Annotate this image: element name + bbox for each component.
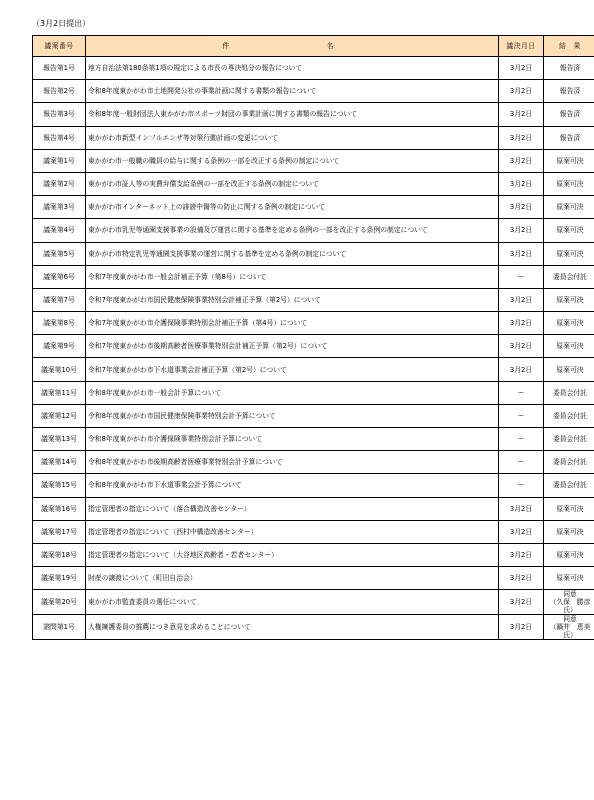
row-number-cell: 議案第4号 — [33, 219, 86, 242]
row-result-text: 委員会付託 — [553, 435, 587, 444]
row-result-cell — [544, 497, 594, 520]
row-result-text: 原案可決 — [556, 203, 584, 212]
row-date-cell: ー — [499, 474, 544, 497]
row-result-cell — [544, 196, 594, 219]
row-subject-cell: 東かがわ市乳児等通園支援事業の設備及び運営に関する基準を定める条例の一部を改正する条例の制定について — [86, 219, 499, 242]
table-row — [33, 497, 594, 520]
row-subject-cell: 東かがわ市証人等の実費弁償支給条例の一部を改正する条例の制定について — [86, 172, 499, 195]
table-row — [33, 615, 594, 640]
row-date-cell: 3月2日 — [499, 590, 544, 615]
row-date-cell: 3月2日 — [499, 103, 544, 126]
row-result-text: 原案可決 — [556, 504, 584, 513]
row-subject-cell: 東かがわ市特定乳児等通園支援事業の運営に関する基準を定める条例の制定について — [86, 242, 499, 265]
row-result-text: 報告済 — [559, 110, 581, 119]
table-row — [33, 196, 594, 219]
row-result-cell — [544, 381, 594, 404]
row-result-cell — [544, 57, 594, 80]
row-number-cell: 報告第2号 — [33, 80, 86, 103]
table-row — [33, 57, 594, 80]
row-subject-cell: 指定管理者の指定について（落合構造改善センター） — [86, 497, 499, 520]
table-row — [33, 149, 594, 172]
row-date-cell: 3月2日 — [499, 567, 544, 590]
row-result-cell — [544, 288, 594, 311]
row-result-cell — [544, 126, 594, 149]
table-row — [33, 474, 594, 497]
row-result-cell — [544, 404, 594, 427]
table-row — [33, 358, 594, 381]
row-date-cell: ー — [499, 451, 544, 474]
row-date-cell: ー — [499, 381, 544, 404]
row-date-cell: 3月2日 — [499, 543, 544, 566]
row-number-cell: 議案第20号 — [33, 590, 86, 615]
row-result-text: 報告済 — [559, 87, 581, 96]
row-date-cell: ー — [499, 428, 544, 451]
row-result-text: 原案可決 — [556, 295, 584, 304]
header-number: 議案番号 — [33, 36, 86, 57]
row-subject-cell: 令和8年度東かがわ市土地開発公社の事業計画に関する書類の報告について — [86, 80, 499, 103]
row-result-text: 委員会付託 — [553, 411, 587, 420]
row-result-note: （鍋井 恵美氏） — [549, 623, 591, 640]
table-row — [33, 288, 594, 311]
row-subject-cell: 令和7年度東かがわ市介護保険事業特別会計補正予算（第4号）について — [86, 312, 499, 335]
row-result-text: 原案可決 — [556, 551, 584, 560]
row-number-cell: 議案第9号 — [33, 335, 86, 358]
row-date-cell: 3月2日 — [499, 80, 544, 103]
row-result-cell — [544, 358, 594, 381]
table-row — [33, 265, 594, 288]
row-date-cell: 3月2日 — [499, 312, 544, 335]
table-row — [33, 520, 594, 543]
row-result-text: 委員会付託 — [553, 388, 587, 397]
table-row — [33, 590, 594, 615]
table-header-row — [33, 36, 594, 57]
header-subject: 件 名 — [86, 36, 499, 57]
row-subject-cell: 人権擁護委員の推薦につき意見を求めることについて — [86, 615, 499, 640]
row-result-text: 委員会付託 — [553, 458, 587, 467]
row-result-text: 報告済 — [559, 64, 581, 73]
row-result-text: 原案可決 — [556, 342, 584, 351]
table-row — [33, 381, 594, 404]
row-subject-cell: 令和8年度東かがわ市一般会計予算について — [86, 381, 499, 404]
submitted-date-note: （3月2日提出） — [32, 19, 91, 28]
row-result-text: 委員会付託 — [553, 272, 587, 281]
row-subject-cell: 令和7年度東かがわ市下水道事業会計補正予算（第2号）について — [86, 358, 499, 381]
table-row — [33, 312, 594, 335]
row-number-cell: 議案第16号 — [33, 497, 86, 520]
row-subject-cell: 令和7年度東かがわ市後期高齢者医療事業特別会計補正予算（第2号）について — [86, 335, 499, 358]
row-result-text: 原案可決 — [556, 156, 584, 165]
row-subject-cell: 東かがわ市新型インフルエンザ等対策行動計画の変更について — [86, 126, 499, 149]
table-row — [33, 103, 594, 126]
header-date: 議決月日 — [499, 36, 544, 57]
row-number-cell: 諮問第1号 — [33, 615, 86, 640]
row-result-cell — [544, 103, 594, 126]
row-date-cell: 3月2日 — [499, 335, 544, 358]
row-subject-cell: 令和7年度東かがわ市国民健康保険事業特別会計補正予算（第2号）について — [86, 288, 499, 311]
row-result-cell — [544, 590, 594, 615]
row-result-text: 同意 — [563, 615, 577, 624]
row-subject-cell: 令和8年度東かがわ市下水道事業会計予算について — [86, 474, 499, 497]
table-row — [33, 567, 594, 590]
row-number-cell: 議案第14号 — [33, 451, 86, 474]
table-row — [33, 451, 594, 474]
row-date-cell: 3月2日 — [499, 288, 544, 311]
row-number-cell: 議案第1号 — [33, 149, 86, 172]
row-result-cell — [544, 520, 594, 543]
row-result-cell — [544, 172, 594, 195]
row-result-cell — [544, 474, 594, 497]
table-row — [33, 428, 594, 451]
row-number-cell: 議案第18号 — [33, 543, 86, 566]
row-subject-cell: 令和8年度東かがわ市後期高齢者医療事業特別会計予算について — [86, 451, 499, 474]
row-result-cell — [544, 567, 594, 590]
row-subject-cell: 令和8年度東かがわ市介護保険事業特別会計予算について — [86, 428, 499, 451]
row-number-cell: 議案第10号 — [33, 358, 86, 381]
row-result-note: （久保 勝彦氏） — [549, 598, 591, 615]
row-result-cell — [544, 428, 594, 451]
table-body — [33, 57, 594, 640]
row-subject-cell: 指定管理者の指定について（大谷地区高齢者・若者センター） — [86, 543, 499, 566]
row-subject-cell: 東かがわ市インターネット上の誹謗中傷等の防止に関する条例の制定について — [86, 196, 499, 219]
row-number-cell: 議案第2号 — [33, 172, 86, 195]
row-result-text: 原案可決 — [556, 574, 584, 583]
row-result-text: 原案可決 — [556, 249, 584, 258]
table-row — [33, 172, 594, 195]
row-date-cell: 3月2日 — [499, 242, 544, 265]
row-date-cell: 3月2日 — [499, 196, 544, 219]
row-date-cell: 3月2日 — [499, 358, 544, 381]
row-date-cell: 3月2日 — [499, 520, 544, 543]
row-result-cell — [544, 265, 594, 288]
row-date-cell: ー — [499, 265, 544, 288]
row-result-text: 原案可決 — [556, 226, 584, 235]
row-number-cell: 議案第3号 — [33, 196, 86, 219]
table-row — [33, 335, 594, 358]
row-result-cell — [544, 80, 594, 103]
row-result-text: 原案可決 — [556, 180, 584, 189]
row-date-cell: 3月2日 — [499, 615, 544, 640]
row-number-cell: 議案第8号 — [33, 312, 86, 335]
row-number-cell: 報告第3号 — [33, 103, 86, 126]
table-row — [33, 404, 594, 427]
table-row — [33, 219, 594, 242]
row-number-cell: 議案第7号 — [33, 288, 86, 311]
row-number-cell: 議案第13号 — [33, 428, 86, 451]
row-subject-cell: 令和8年度一般財団法人東かがわ市スポーツ財団の事業計画に関する書類の報告について — [86, 103, 499, 126]
row-result-text: 同意 — [563, 590, 577, 599]
row-result-cell — [544, 149, 594, 172]
row-number-cell: 報告第4号 — [33, 126, 86, 149]
row-number-cell: 議案第12号 — [33, 404, 86, 427]
row-subject-cell: 東かがわ市一般職の職員の給与に関する条例の一部を改正する条例の制定について — [86, 149, 499, 172]
row-result-text: 委員会付託 — [553, 481, 587, 490]
row-subject-cell: 令和8年度東かがわ市国民健康保険事業特別会計予算について — [86, 404, 499, 427]
agenda-results-table — [32, 35, 594, 640]
row-number-cell: 議案第6号 — [33, 265, 86, 288]
row-result-cell — [544, 543, 594, 566]
row-subject-cell: 東かがわ市監査委員の選任について — [86, 590, 499, 615]
row-date-cell: 3月2日 — [499, 172, 544, 195]
row-date-cell: 3月2日 — [499, 149, 544, 172]
row-result-cell — [544, 615, 594, 640]
row-subject-cell: 財産の譲渡について（町田自治会） — [86, 567, 499, 590]
row-result-cell — [544, 312, 594, 335]
row-result-text: 原案可決 — [556, 527, 584, 536]
row-number-cell: 議案第15号 — [33, 474, 86, 497]
row-number-cell: 議案第11号 — [33, 381, 86, 404]
header-result: 結 果 — [544, 36, 594, 57]
row-number-cell: 議案第19号 — [33, 567, 86, 590]
row-subject-cell: 令和7年度東かがわ市一般会計補正予算（第8号）について — [86, 265, 499, 288]
row-result-cell — [544, 335, 594, 358]
row-date-cell: 3月2日 — [499, 219, 544, 242]
row-date-cell: ー — [499, 404, 544, 427]
row-subject-cell: 地方自治法第180条第1項の規定による市長の専決処分の報告について — [86, 57, 499, 80]
row-result-cell — [544, 451, 594, 474]
row-result-text: 報告済 — [559, 133, 581, 142]
row-number-cell: 議案第5号 — [33, 242, 86, 265]
row-result-cell — [544, 219, 594, 242]
row-date-cell: 3月2日 — [499, 57, 544, 80]
row-number-cell: 議案第17号 — [33, 520, 86, 543]
table-row — [33, 80, 594, 103]
row-result-text: 原案可決 — [556, 319, 584, 328]
row-result-cell — [544, 242, 594, 265]
row-date-cell: 3月2日 — [499, 126, 544, 149]
row-number-cell: 報告第1号 — [33, 57, 86, 80]
table-row — [33, 242, 594, 265]
table-row — [33, 543, 594, 566]
row-date-cell: 3月2日 — [499, 497, 544, 520]
row-subject-cell: 指定管理者の指定について（西村中構造改善センター） — [86, 520, 499, 543]
table-row — [33, 126, 594, 149]
row-result-text: 原案可決 — [556, 365, 584, 374]
